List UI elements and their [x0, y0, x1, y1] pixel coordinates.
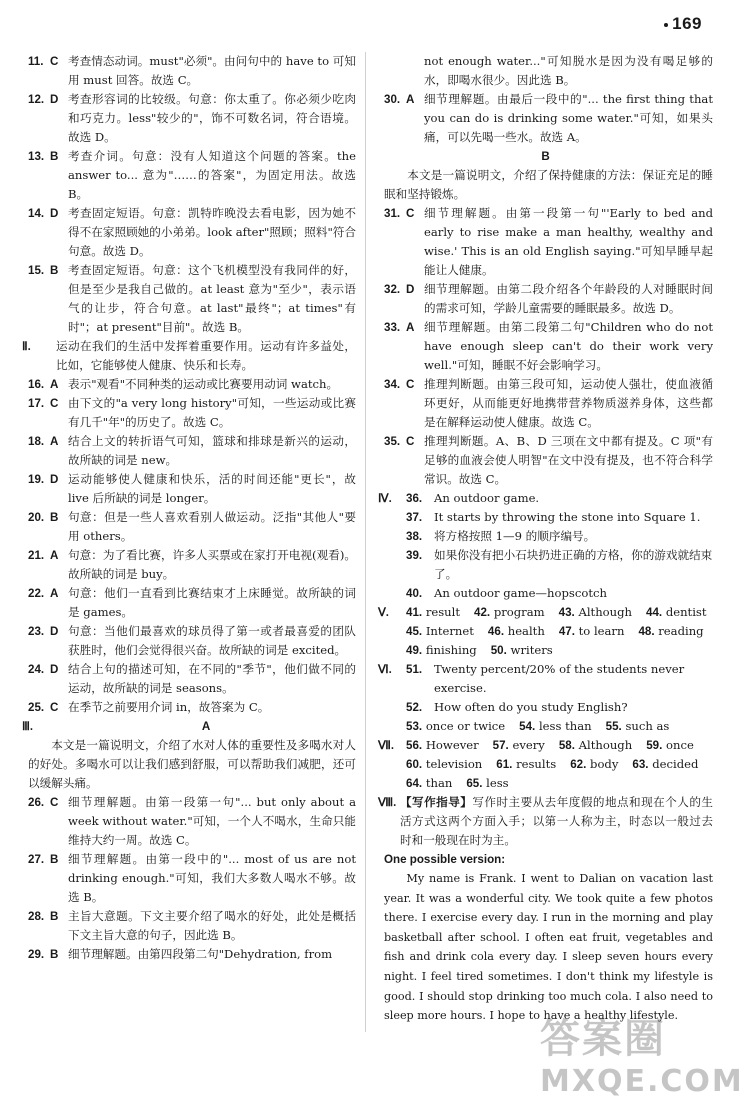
explanation-continuation: not enough water..."可知脱水是因为没有喝足够的水，即喝水很少。因此选 B。 — [424, 54, 713, 87]
question-number: 20. — [28, 511, 45, 524]
question-number: 33. — [384, 321, 401, 334]
question-number: 21. — [28, 549, 45, 562]
question-number: 61. — [496, 758, 513, 771]
question-number: 24. — [28, 663, 45, 676]
question-number: 25. — [28, 701, 45, 714]
answer-text: television — [425, 757, 483, 771]
question-number: 55. — [605, 720, 622, 733]
answer-item — [406, 736, 479, 755]
answer-entry — [378, 90, 713, 147]
answer-text: However — [425, 738, 479, 752]
writing-guide-text: 写作时主要从去年度假的地点和现在个人的生活方式这两个方面入手；以第一人称为主，时态以一般过去时和一般现在时为主。 — [400, 795, 713, 847]
question-number: 60. — [406, 758, 423, 771]
answer-letter: D — [50, 663, 59, 676]
question-number: 29. — [28, 948, 45, 961]
answer-item — [559, 603, 632, 622]
explanation: 细节理解题。由第一段中的"... most of us are not drinking enough."可知，我们大多数人喝水不够。故选 B。 — [68, 852, 356, 904]
explanation: 细节理解题。由第一段第一句"'Early to bed and early to rise make a man healthy, wealthy and wise.' This is an old English saying."可知早睡早起能让人健康。 — [424, 206, 713, 277]
answer-entry — [22, 261, 356, 337]
answer-text: results — [516, 757, 557, 771]
answer-item — [491, 641, 553, 660]
answer-item — [493, 736, 545, 755]
answer-row — [400, 603, 721, 622]
answer-item — [496, 755, 556, 774]
answer-text: once or twice — [425, 719, 506, 733]
answer-text: 将方格按照 1—9 的顺序编号。 — [434, 529, 596, 543]
answer-entry — [22, 508, 356, 546]
answer-letter: A — [50, 378, 59, 391]
answer-entry — [378, 375, 713, 432]
answer-entry — [22, 90, 356, 147]
question-number: 34. — [384, 378, 401, 391]
answer-letter: B — [50, 948, 59, 961]
question-number: 45. — [406, 625, 423, 638]
page-number — [664, 14, 702, 34]
answer-item — [632, 755, 698, 774]
question-number: 57. — [492, 739, 509, 752]
answer-text: Although — [578, 605, 632, 619]
answer-item — [606, 717, 670, 736]
answer-letter: A — [406, 93, 415, 106]
question-number: 15. — [28, 264, 45, 277]
answer-entry — [400, 660, 713, 698]
answer-letter: D — [50, 207, 59, 220]
answer-entry — [22, 698, 356, 717]
answer-letter: B — [50, 511, 59, 524]
question-number: 44. — [646, 606, 663, 619]
question-number: 50. — [490, 644, 507, 657]
answer-entry — [22, 546, 356, 584]
answer-text: Internet — [425, 624, 474, 638]
answer-text: reading — [658, 624, 704, 638]
question-number: 16. — [28, 378, 45, 391]
question-number: 63. — [632, 758, 649, 771]
question-number: 26. — [28, 796, 45, 809]
writing-guide-title: 【写作指导】 — [400, 796, 473, 809]
answer-text: than — [425, 776, 453, 790]
answer-item — [466, 774, 508, 793]
answer-entry — [400, 546, 713, 584]
question-number: 14. — [28, 207, 45, 220]
question-number: 64. — [406, 777, 423, 790]
answer-item — [406, 755, 482, 774]
section-intro: 运动在我们的生活中发挥着重要作用。运动有许多益处，比如，它能够使人健康、快乐和长寿。 — [56, 339, 356, 372]
explanation: 细节理解题。由第二段第二句"Children who do not have enough sleep can't do their work very well."可知，睡眠不好会影响学习。 — [424, 320, 713, 372]
explanation: 表示"观看"不同种类的运动或比赛要用动词 watch。 — [68, 377, 339, 391]
question-number: 31. — [384, 207, 401, 220]
question-number: 35. — [384, 435, 401, 448]
explanation: 在季节之前要用介词 in，故答案为 C。 — [68, 700, 270, 714]
answer-letter: A — [50, 549, 59, 562]
answer-entry — [22, 907, 356, 945]
answer-entry — [22, 622, 356, 660]
passage-heading: B — [541, 150, 550, 163]
answer-entry — [378, 318, 713, 375]
explanation: 考查形容词的比较级。句意：你太重了。你必须少吃肉和巧克力。less"较少的"，饰不可数名词，符合语境。故选 D。 — [68, 92, 356, 144]
answer-item — [646, 603, 707, 622]
answer-text: result — [425, 605, 460, 619]
answer-entry — [400, 489, 713, 508]
question-number: 12. — [28, 93, 45, 106]
answer-row — [400, 736, 713, 755]
column-divider — [365, 52, 366, 1032]
answer-item — [488, 622, 545, 641]
answer-item — [519, 717, 591, 736]
answer-entry — [400, 698, 713, 717]
question-number: 37. — [406, 511, 423, 524]
section-2-header — [22, 337, 356, 375]
answer-item — [646, 736, 694, 755]
answer-letter: C — [50, 796, 59, 809]
answer-entry — [400, 584, 713, 603]
explanation: 考查介词。句意：没有人知道这个问题的答案。the answer to... 意为"……的答案"，为固定用法。故选 B。 — [68, 149, 356, 201]
passage-heading: A — [201, 720, 211, 733]
answer-entry — [22, 850, 356, 907]
answer-row — [400, 717, 713, 736]
explanation: 细节理解题。由最后一段中的"... the first thing that you can do is drinking some water."可知，如果头痛，可以先喝一些水。故选 A。 — [424, 92, 713, 144]
question-number: 11. — [28, 55, 44, 68]
answer-letter: C — [406, 435, 415, 448]
answer-entry — [22, 660, 356, 698]
answer-letter: B — [50, 910, 59, 923]
question-number: 65. — [466, 777, 483, 790]
explanation: 考查情态动词。must"必须"。由问句中的 have to 可知用 must 回答。故选 C。 — [68, 54, 356, 87]
section-4 — [378, 489, 713, 603]
question-number: 41. — [406, 606, 423, 619]
answer-entry — [22, 793, 356, 850]
answer-row — [400, 774, 713, 793]
answer-letter: D — [50, 473, 59, 486]
answer-text: decided — [652, 757, 699, 771]
section-roman-numeral: Ⅳ. — [378, 492, 392, 505]
explanation: 句意：当他们最喜欢的球员得了第一或者最喜爱的团队获胜时，他们会觉得很兴奋。故所缺的词是 excited。 — [68, 624, 356, 657]
passage-intro: 本文是一篇说明文，介绍了水对人体的重要性及多喝水对人的好处。多喝水可以让我们感到舒服，可以帮助我们减肥，还可以缓解头痛。 — [28, 738, 356, 790]
answer-letter: D — [50, 93, 59, 106]
page-number-dot — [664, 23, 668, 27]
explanation: 主旨大意题。下文主要介绍了喝水的好处，此处是概括下文主旨大意的句子，因此选 B。 — [68, 909, 356, 942]
answer-text: writers — [510, 643, 553, 657]
section-roman-numeral: Ⅱ. — [22, 340, 31, 353]
answer-text: to learn — [578, 624, 625, 638]
answer-item — [406, 641, 477, 660]
question-number: 52. — [406, 701, 423, 714]
explanation: 运动能够使人健康和快乐，活的时间还能"更长"，故 live 后所缺的词是 longer。 — [68, 472, 356, 505]
explanation: 由下文的"a very long history"可知，一些运动或比赛有几千"年"的历史了。故选 C。 — [68, 396, 356, 429]
question-number: 28. — [28, 910, 45, 923]
question-number: 13. — [28, 150, 45, 163]
answer-text: An outdoor game—hopscotch — [434, 586, 607, 600]
answer-entry — [22, 432, 356, 470]
question-number: 27. — [28, 853, 45, 866]
question-number: 54. — [519, 720, 536, 733]
question-number: 62. — [570, 758, 587, 771]
answer-row — [400, 755, 713, 774]
question-number: 36. — [406, 492, 423, 505]
answer-text: Twenty percent/20% of the students never exercise. — [434, 662, 685, 695]
answer-text: An outdoor game. — [434, 491, 540, 505]
answer-entry — [22, 394, 356, 432]
question-number: 59. — [646, 739, 663, 752]
answer-item — [406, 774, 452, 793]
question-number: 40. — [406, 587, 423, 600]
answer-letter: B — [50, 264, 59, 277]
explanation: 句意：为了看比赛，许多人买票或在家打开电视(观看)。故所缺的词是 buy。 — [68, 548, 356, 581]
answer-text: dentist — [665, 605, 707, 619]
question-number: 42. — [474, 606, 491, 619]
answer-letter: D — [50, 625, 59, 638]
answer-entry — [22, 375, 356, 394]
question-number: 56. — [406, 739, 423, 752]
watermark-line-2: MXQE.COM — [540, 1064, 744, 1099]
watermark-line-1: 答案圈 — [540, 1016, 666, 1062]
explanation: 句意：但是一些人喜欢看别人做运动。泛指"其他人"要用 others。 — [68, 510, 356, 543]
question-number: 51. — [406, 663, 423, 676]
section-roman-numeral: Ⅴ. — [378, 606, 389, 619]
explanation: 细节理解题。由第一段第一句"... but only about a week without water."可知，一个人不喝水，生命只能维持大约一周。故选 C。 — [68, 795, 356, 847]
question-number: 46. — [487, 625, 505, 638]
passage-intro: 本文是一篇说明文，介绍了保持健康的方法：保证充足的睡眠和坚持锻炼。 — [384, 168, 713, 201]
answer-letter: A — [50, 435, 59, 448]
explanation: 细节理解题。由第四段第二句"Dehydration, from — [68, 947, 333, 961]
explanation: 推理判断题。由第三段可知，运动使人强壮，使血液循环更好，从而能更好地携带营养物质滋养身体，这些都是在解释运动使人健康。故选 C。 — [424, 377, 713, 429]
answer-letter: B — [50, 150, 59, 163]
question-number: 38. — [406, 530, 423, 543]
question-number: 39. — [406, 549, 423, 562]
answer-text: health — [507, 624, 545, 638]
section-7-grid — [400, 736, 713, 793]
question-number: 22. — [28, 587, 45, 600]
answer-text: It starts by throwing the stone into Square 1. — [434, 510, 701, 524]
section-roman-numeral: Ⅲ. — [22, 720, 33, 733]
section-4-list — [400, 489, 713, 603]
writing-guide — [400, 793, 713, 850]
section-5-grid — [400, 603, 721, 660]
answer-entry — [22, 204, 356, 261]
answer-item — [638, 622, 703, 641]
question-number: 58. — [558, 739, 575, 752]
answer-entry — [400, 508, 713, 527]
answer-text: 如果你没有把小石块扔进正确的方格，你的游戏就结束了。 — [434, 548, 713, 581]
sample-essay-label: One possible version: — [384, 853, 506, 866]
explanation: 句意：他们一直看到比赛结束才上床睡觉。故所缺的词是 games。 — [68, 586, 356, 619]
section-8 — [378, 793, 713, 850]
explanation: 结合上文的转折语气可知，篮球和排球是新兴的运动，故所缺的词是 new。 — [68, 434, 356, 467]
answer-text: Although — [578, 738, 633, 752]
answer-entry — [22, 52, 356, 90]
explanation: 考查固定短语。句意：这个飞机模型没有我同伴的好，但是至少是我自己做的。at least 意为"至少"，表示语气的让步，符合句意。at last"最终"；at times"有时"；at present"目前"。故选 B。 — [68, 263, 356, 334]
question-number: 47. — [558, 625, 575, 638]
answer-item — [406, 717, 505, 736]
answer-text: How often do you study English? — [434, 700, 628, 714]
answer-row — [400, 641, 721, 660]
answer-entry — [378, 432, 713, 489]
section-6-list — [400, 660, 713, 736]
answer-entry — [400, 527, 713, 546]
question-number: 17. — [28, 397, 45, 410]
answer-item — [474, 603, 545, 622]
section-6 — [378, 660, 713, 736]
answer-entry — [22, 584, 356, 622]
answer-text: body — [590, 757, 619, 771]
answer-text: program — [493, 605, 545, 619]
question-number: 32. — [384, 283, 401, 296]
section-roman-numeral: Ⅶ. — [378, 739, 394, 752]
answer-letter: C — [406, 207, 415, 220]
answer-text: once — [666, 738, 694, 752]
page-number-text: 169 — [672, 14, 702, 33]
answer-item — [406, 603, 460, 622]
answer-item — [570, 755, 618, 774]
answer-text: less than — [538, 719, 592, 733]
question-number: 23. — [28, 625, 45, 638]
answer-text: every — [512, 738, 545, 752]
answer-letter: C — [50, 397, 59, 410]
section-7 — [378, 736, 713, 793]
watermark-logo — [540, 1007, 744, 1099]
explanation: 细节理解题。由第二段介绍各个年龄段的人对睡眠时间的需求可知，学龄儿童需要的睡眠最多。故选 D。 — [424, 282, 713, 315]
answer-letter: C — [50, 55, 59, 68]
section-roman-numeral: Ⅷ. — [378, 796, 397, 809]
question-number: 19. — [28, 473, 45, 486]
answer-entry — [378, 204, 713, 280]
section-roman-numeral: Ⅵ. — [378, 663, 392, 676]
question-number: 48. — [638, 625, 655, 638]
answer-text: such as — [625, 719, 670, 733]
answer-letter: B — [50, 853, 59, 866]
answer-entry — [22, 147, 356, 204]
sample-essay: My name is Frank. I went to Dalian on vacation last year. It was a wonderful city. We took quite a few photos there. I exercise every day. I run in the morning and play basketball after school. I often eat fruit, vegetables and fish and drink cola every day. I sleep seven hours every night. I feel tired sometimes. I don't think my lifestyle is good. I should stop drinking too much cola. I also need to sleep more hours. I hope to have a healthy lifestyle. — [384, 872, 713, 1023]
answer-text: finishing — [425, 643, 477, 657]
question-number: 49. — [406, 644, 423, 657]
answer-letter: C — [406, 378, 415, 391]
explanation: 考查固定短语。句意：凯特昨晚没去看电影，因为她不得不在家照顾她的小弟弟。look after"照顾；照料"符合句意。故选 D。 — [68, 206, 356, 258]
section-5 — [378, 603, 713, 660]
explanation: 推理判断题。A、B、D 三项在文中都有提及。C 项"有足够的血液会使人明智"在文中没有提及，也不符合科学常识。故选 C。 — [424, 434, 713, 486]
answer-entry — [22, 470, 356, 508]
answer-letter: D — [406, 283, 415, 296]
question-number: 30. — [384, 93, 401, 106]
answer-row — [400, 622, 721, 641]
answer-item — [559, 736, 632, 755]
question-number: 43. — [558, 606, 575, 619]
question-number: 53. — [406, 720, 423, 733]
answer-entry — [378, 280, 713, 318]
answer-item — [406, 622, 474, 641]
answer-text: less — [486, 776, 509, 790]
section-3-header — [22, 717, 356, 736]
answer-item — [559, 622, 625, 641]
left-column — [22, 52, 356, 964]
question-number: 18. — [28, 435, 45, 448]
answer-letter: C — [50, 701, 59, 714]
explanation: 结合上句的描述可知，在不同的"季节"，他们做不同的运动，故所缺的词是 seasons。 — [68, 662, 356, 695]
answer-letter: A — [50, 587, 59, 600]
right-column — [378, 52, 713, 1026]
answer-entry — [22, 945, 356, 964]
answer-letter: A — [406, 321, 415, 334]
